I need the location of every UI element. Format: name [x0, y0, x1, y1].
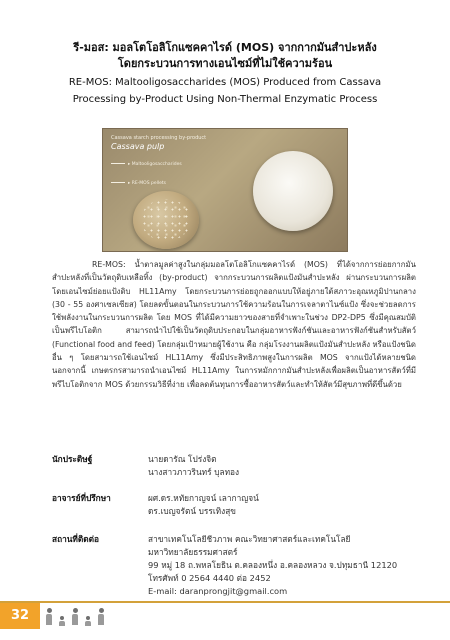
- contact-email[interactable]: E-mail: daranprongjit@gmail.com: [148, 586, 288, 596]
- white-powder-bowl: [253, 151, 333, 231]
- contact-line: 99 หมู่ 18 ถ.พหลโยธิน ต.คลองหนึ่ง อ.คลองหลวง จ.ปทุมธานี 12120: [148, 560, 398, 570]
- thai-title-line-2: โดยกระบวนการทางเอนไซม์ที่ไม่ใช้ความร้อน: [117, 57, 333, 70]
- person-figure-icon: [44, 608, 54, 628]
- advisor-name: ผศ.ดร.หทัยกาญจน์ เลากาญจน์: [148, 493, 259, 503]
- person-figure-icon: [58, 616, 66, 628]
- description: [52, 258, 416, 391]
- product-photo: [102, 128, 348, 252]
- contact-line: มหาวิทยาลัยธรรมศาสตร์: [148, 547, 238, 557]
- person-figure-icon: [84, 616, 92, 628]
- thai-title-line-1: รี-มอส: มอลโตโอลิโกแซคคาไรด์ (MOS) จากกากมันสำปะหลัง: [73, 41, 377, 54]
- contact-label: สถานที่ติดต่อ: [52, 534, 100, 544]
- advisor-name: ดร.เบญจรัตน์ บรรเทิงสุข: [148, 506, 236, 516]
- person-figure-icon: [70, 608, 80, 628]
- photo-caption-title: Cassava pulp: [111, 142, 165, 151]
- advisor-label: อาจารย์ที่ปรึกษา: [52, 493, 111, 503]
- photo-label-2: ▸ RE-MOS pellets: [111, 181, 166, 186]
- photo-label-1: ▸ Maltooligosaccharides: [111, 162, 182, 167]
- contact-line: สาขาเทคโนโลยีชีวภาพ คณะวิทยาศาสตร์และเทคโนโลยี: [148, 534, 351, 544]
- description-paragraph: RE-MOS: น้ำตาลมูลค่าสูงในกลุ่มมอลโตโอลิโกแซคคาไรด์ (MOS) ที่ได้จากการย่อยกากมันสำปะหลังที่เป็นวัตถุดิบเหลือทิ้ง (by-product) จากกระบวนการผลิตแป้งมันสำปะหลัง ผ่านกระบวนการผลิตโดยเอนไซม์ย่อยแป้งดิบ HL11Amy โดยกระบวนการย่อยถูกออกแบบให้อยู่ภายใต้สภาวะอุณหภูมิปานกลาง (30 - 55 องศาเซลเซียส) โดยลดขั้นตอนในกระบวนการใช้ความร้อนในการเจลาตาไนซ์แป้ง ซึ่งจะช่วยลดการใช้พลังงานในกระบวนการผลิต โดย MOS ที่ได้มีความยาวของสายที่จำเพาะในช่วง DP2-DP5 ซึ่งมีคุณสมบัติเป็นพรีไบโอติก สามารถนำไปใช้เป็นวัตถุดิบประกอบในกลุ่มอาหารฟังก์ชันและอาหารฟังก์ชันสำหรับสัตว์ (Functional food and feed) โดยกลุ่มเป้าหมายผู้ใช้งาน คือ กลุ่มโรงงานผลิตแป้งมันสำปะหลัง หรือแป้งชนิดอื่น ๆ โดยสามารถใช้เอนไซม์ HL11Amy ซึ่งมีประสิทธิภาพสูงในการผลิต MOS จากแป้งได้หลายชนิด นอกจากนี้ เกษตรกรสามารถนำเอนไซม์ HL11Amy ในการหมักกากมันสำปะหลังเพื่อผลิตเป็นอาหารสัตว์ที่มีพรีไบโอติกจาก MOS ด้วยกรรมวิธีที่ง่าย เพื่อลดต้นทุนการซื้ออาหารสัตว์และทำให้สัตว์มีสุขภาพที่ดีขึ้นด้วย: [52, 260, 416, 389]
- english-title-line-2: Processing by-Product Using Non-Thermal Enzymatic Process: [72, 94, 378, 105]
- english-title: [0, 74, 450, 108]
- thai-title: [0, 40, 450, 72]
- english-title-line-1: RE-MOS: Maltooligosaccharides (MOS) Produced from Cassava: [68, 77, 382, 88]
- pellet-bowl: [133, 191, 199, 249]
- person-figure-icon: [96, 608, 106, 628]
- contact-details: [148, 533, 397, 598]
- researcher-names: [148, 453, 239, 479]
- researcher-name: นายดารัณ โปร่งจิต: [148, 454, 217, 464]
- contact-phone: โทรศัพท์ 0 2564 4440 ต่อ 2452: [148, 573, 271, 583]
- people-illustration: [44, 606, 106, 628]
- researcher-label: นักประดิษฐ์: [52, 454, 93, 464]
- researcher-name: นางสาวภาวรินทร์ บุลทอง: [148, 467, 240, 477]
- page-number: 32: [0, 603, 40, 629]
- photo-caption-head: Cassava starch processing by-product: [111, 135, 207, 141]
- advisor-names: [148, 492, 259, 518]
